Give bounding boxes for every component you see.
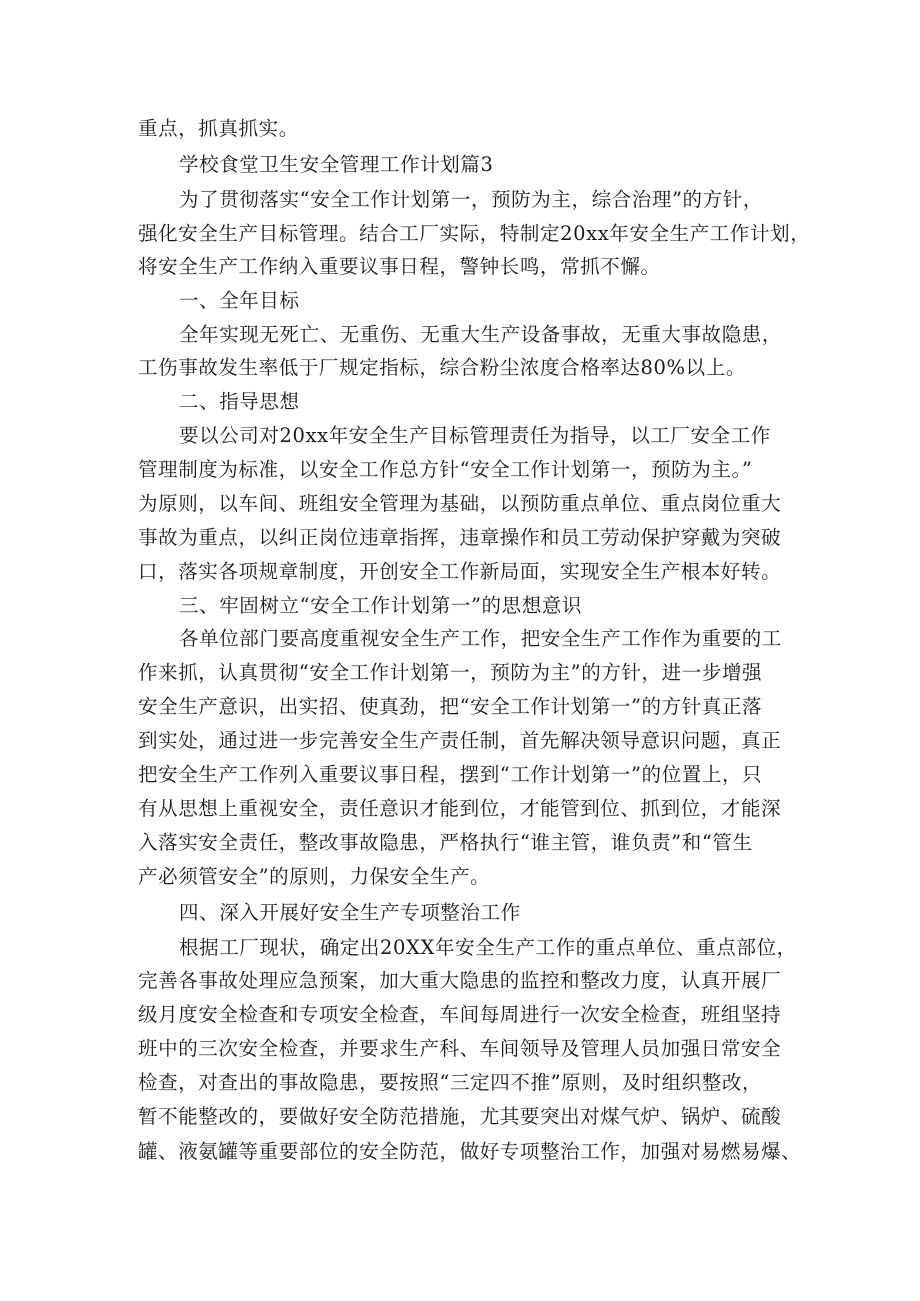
text-line: 作来抓，认真贯彻“安全工作计划第一，预防为主”的方针，进一步增强: [138, 661, 763, 684]
text-line: 到实处，通过进一步完善安全生产责任制，首先解决领导意识问题，真正: [138, 729, 782, 752]
text-line: 管理制度为标准，以安全工作总方针“安全工作计划第一，预防为主。”: [138, 458, 753, 481]
text-line: 事故为重点，以纠正岗位违章指挥，违章操作和员工劳动保护穿戴为突破: [138, 526, 782, 549]
section-heading: 四、深入开展好安全生产专项整治工作: [179, 901, 521, 924]
text-line: 为原则，以车间、班组安全管理为基础，以预防重点单位、重点岗位重大: [138, 492, 782, 515]
section-heading: 二、指导思想: [179, 390, 300, 413]
text-line: 根据工厂现状，确定出20XX年安全生产工作的重点单位、重点部位，: [179, 936, 797, 959]
text-line: 暂不能整改的，要做好安全防范措施，尤其要突出对煤气炉、锅炉、硫酸: [138, 1105, 782, 1128]
text-line: 班中的三次安全检查，并要求生产科、车间领导及管理人员加强日常安全: [138, 1037, 782, 1060]
text-line: 为了贯彻落实“安全工作计划第一，预防为主，综合治理”的方针，: [179, 188, 763, 211]
text-line: 安全生产意识，出实招、使真劲，把“安全工作计划第一”的方针真正落: [138, 695, 763, 718]
text-line: 级月度安全检查和专项安全检查，车间每周进行一次安全检查，班组坚持: [138, 1003, 782, 1026]
text-line: 把安全生产工作列入重要议事日程，摆到“工作计划第一”的位置上，只: [138, 763, 763, 786]
text-line: 有从思想上重视安全，责任意识才能到位，才能管到位、抓到位，才能深: [138, 797, 782, 820]
text-line: 入落实安全责任，整改事故隐患，严格执行“谁主管，谁负责”和“管生: [138, 831, 753, 854]
section-heading: 一、全年目标: [179, 289, 300, 312]
text-line: 口，落实各项规章制度，开创安全工作新局面，实现安全生产根本好转。: [138, 560, 782, 583]
text-line: 重点，抓真抓实。: [138, 117, 299, 140]
text-line: 将安全生产工作纳入重要议事日程，警钟长鸣，常抓不懈。: [138, 255, 661, 278]
text-line: 各单位部门要高度重视安全生产工作，把安全生产工作作为重要的工: [179, 627, 783, 650]
text-line: 强化安全生产目标管理。结合工厂实际，特制定20xx年安全生产工作计划，: [138, 222, 811, 245]
text-line: 检查，对查出的事故隐患，要按照“三定四不推”原则，及时组织整改，: [138, 1071, 763, 1094]
text-line: 完善各事故处理应急预案，加大重大隐患的监控和整改力度，认真开展厂: [138, 969, 782, 992]
text-line: 产必须管安全”的原则，力保安全生产。: [138, 865, 491, 888]
text-line: 罐、液氨罐等重要部位的安全防范，做好专项整治工作，加强对易燃易爆、: [138, 1140, 802, 1163]
text-line: 工伤事故发生率低于厂规定指标，综合粉尘浓度合格率达80%以上。: [138, 356, 746, 379]
text-line: 全年实现无死亡、无重伤、无重大生产设备事故，无重大事故隐患，: [179, 323, 783, 346]
section-heading: 三、牢固树立“安全工作计划第一”的思想意识: [179, 594, 583, 617]
section-title: 学校食堂卫生安全管理工作计划篇3: [179, 153, 494, 176]
text-line: 要以公司对20xx年安全生产目标管理责任为指导，以工厂安全工作: [179, 424, 771, 447]
